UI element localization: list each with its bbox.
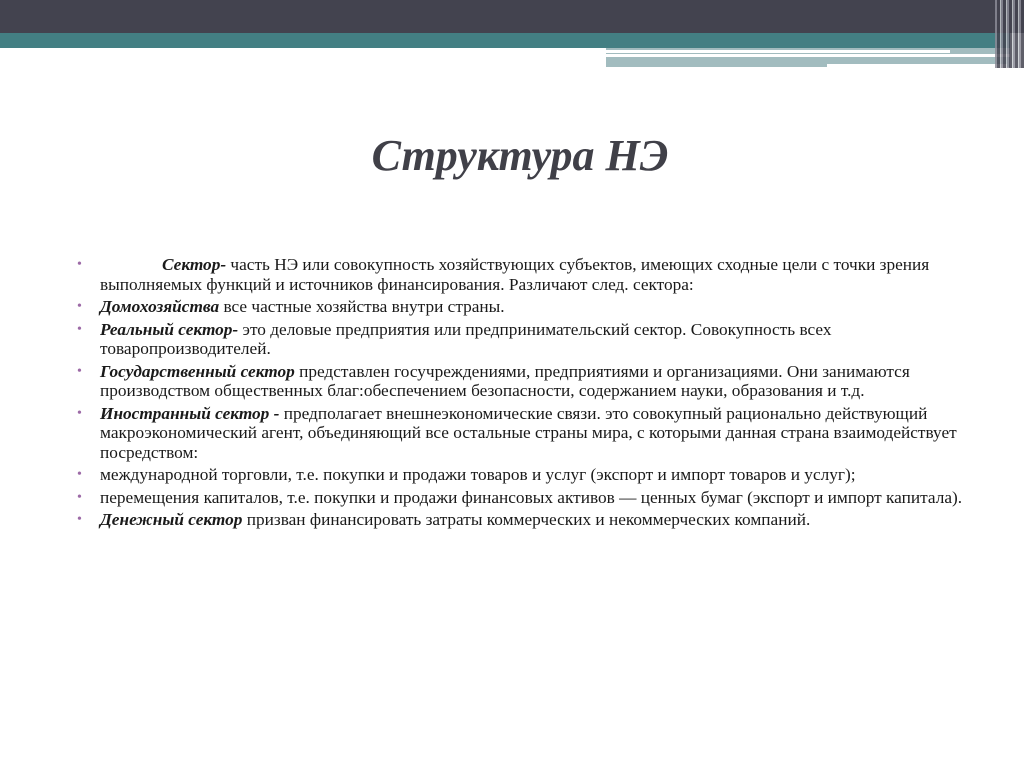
item-term: Сектор- <box>162 255 227 274</box>
list-item <box>77 404 967 463</box>
bullet-icon: • <box>77 489 82 505</box>
bullet-icon: • <box>77 467 82 482</box>
header-teal-band <box>0 33 1010 48</box>
bullet-icon: • <box>77 299 82 314</box>
header-dark-band <box>0 0 1024 33</box>
list-item <box>77 465 967 485</box>
bullet-list <box>77 255 967 533</box>
list-item <box>77 255 967 294</box>
slide-title: Структура НЭ <box>371 131 669 180</box>
bullet-icon: • <box>77 512 82 527</box>
item-text: предполагает внешнеэкономические связи. это совокупный рационально действующий макроэкономический агент, объединяющий все остальные страны мира, с которыми данная страна взаимодействует посредством: <box>100 403 957 462</box>
header-accent-bar-2-highlight <box>827 64 1007 68</box>
item-term: Домохозяйства <box>100 297 220 316</box>
item-text: все частные хозяйства внутри страны. <box>219 297 505 316</box>
item-text: перемещения капиталов, т.е. покупки и продажи финансовых активов — ценных бумаг (экспорт и импорт капитала). <box>100 487 963 507</box>
item-text: международной торговли, т.е. покупки и продажи товаров и услуг (экспорт и импорт товаров и услуг); <box>100 465 856 484</box>
bullet-icon: • <box>77 321 82 337</box>
list-item <box>77 488 967 508</box>
item-text: это деловые предприятия или предпринимательский сектор. Совокупность всех товаропроизводителей. <box>100 319 832 358</box>
item-term: Денежный сектор <box>100 510 243 529</box>
item-term: Иностранный сектор - <box>100 403 280 423</box>
bullet-icon: • <box>77 363 82 379</box>
list-item <box>77 362 967 401</box>
bullet-icon: • <box>77 257 82 272</box>
header-stripes <box>995 0 1024 68</box>
list-item <box>77 297 967 317</box>
item-text: часть НЭ или совокупность хозяйствующих субъектов, имеющих сходные цели с точки зрения выполняемых функций и источников финансирования. Различают след. сектора: <box>100 255 930 294</box>
item-text: представлен госучреждениями, предприятиями и организациями. Они занимаются производством общественных благ:обеспечением безопасности, содержанием науки, образования и т.д. <box>100 361 910 400</box>
item-term: Реальный сектор- <box>100 319 239 339</box>
list-item <box>77 320 967 359</box>
item-term: Государственный сектор <box>100 361 295 381</box>
bullet-icon: • <box>77 405 82 421</box>
list-item <box>77 510 967 530</box>
header-accent-bar-highlight <box>606 50 950 53</box>
item-text: призван финансировать затраты коммерческих и некоммерческих компаний. <box>242 510 811 529</box>
